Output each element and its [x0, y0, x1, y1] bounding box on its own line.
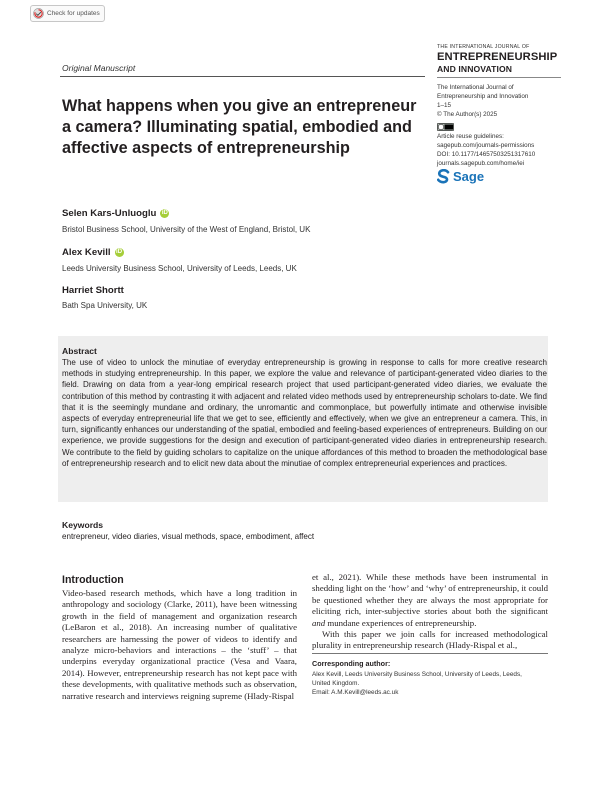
header-rule [60, 76, 425, 77]
reuse-line: Article reuse guidelines: [437, 133, 504, 140]
journal-kicker: THE INTERNATIONAL JOURNAL OF [437, 44, 530, 50]
correspondence-email[interactable]: Email: A.M.Kevill@leeds.ac.uk [312, 689, 399, 696]
reuse-info [437, 133, 535, 169]
author-name [62, 285, 124, 296]
article-title: What happens when you give an entrepreneur a camera? Illuminating spatial, embodied and affective aspects of entrepreneurship [62, 97, 417, 157]
author-name-text: Harriet Shortt [62, 285, 124, 296]
check-for-updates-label: Check for updates [47, 10, 100, 17]
abstract-heading: Abstract [62, 346, 97, 356]
author-affiliation: Leeds University Business School, University of Leeds, Leeds, UK [62, 264, 297, 273]
creative-commons-icon [437, 123, 454, 131]
intro-paragraph: With this paper we join calls for increased methodological plurality in entrepreneurship research (Hlady-Rispal et al., [312, 629, 548, 651]
keywords-text: entrepreneur, video diaries, visual methods, space, embodiment, affect [62, 532, 315, 541]
permissions-link[interactable]: sagepub.com/journals-permissions [437, 141, 535, 149]
sage-s-icon [437, 169, 450, 184]
update-check-icon [33, 8, 44, 19]
author-name-text: Alex Kevill [62, 247, 111, 258]
intro-paragraph [312, 572, 548, 629]
keywords-heading: Keywords [62, 520, 104, 530]
correspondence-line: United Kingdom. [312, 680, 360, 687]
doi-line[interactable]: DOI: 10.1177/14657503251317610 [437, 150, 536, 158]
manuscript-type: Original Manuscript [62, 63, 136, 73]
introduction-right-column [312, 572, 548, 652]
journal-name-line2: AND INNOVATION [437, 64, 513, 74]
footnote-rule [312, 653, 548, 654]
journal-home-link[interactable]: journals.sagepub.com/home/iei [437, 159, 525, 167]
journal-pages: 1–15 [437, 101, 452, 109]
corresponding-author-details [312, 670, 548, 697]
author-affiliation: Bath Spa University, UK [62, 301, 148, 310]
journal-info-line: Entrepreneurship and Innovation [437, 92, 529, 100]
intro-text: et al., 2021). While these methods have been instrumental in shedding light on the ‘how’ and ‘why’ of entrepreneurship, it could be questioned whether they are always the most appropriate for eliciting rich, inter-subjective stories about both the significant [312, 572, 548, 617]
introduction-heading: Introduction [62, 574, 124, 586]
intro-text: mundane experiences of entrepreneurship. [325, 617, 477, 628]
author-name [62, 208, 169, 219]
correspondence-line: Alex Kevill, Leeds University Business School, University of Leeds, Leeds, [312, 671, 522, 678]
journal-info-line: The International Journal of [437, 84, 514, 91]
publisher-name: Sage [453, 169, 485, 184]
introduction-left-column: Video-based research methods, which have a long tradition in anthropology and sociology (Clarke, 2011), have been witnessing growth in the field of management and organization research (LeBaron et al., 2018). An increasing number of qualitative researchers are harnessing the power of videos to identify and analyze micro-behaviors and interactions – the ‘stuff’ – that underpins everyday organizational practice (Vesa and Vaara, 2014). However, entrepreneurship research has not kept pace with these developments, with qualitative methods such as observation, narrative research and interviews reigning supreme (Hlady-Rispal [62, 588, 297, 701]
author-name [62, 247, 124, 258]
author-name-text: Selen Kars-Unluoglu [62, 208, 157, 219]
orcid-icon[interactable]: iD [116, 249, 123, 255]
copyright-line: © The Author(s) 2025 [437, 110, 498, 118]
author-affiliation: Bristol Business School, University of the West of England, Bristol, UK [62, 225, 311, 234]
intro-emphasis: and [312, 617, 326, 628]
sage-logo [437, 169, 484, 184]
journal-info [437, 84, 528, 120]
journal-name-line1: ENTREPRENEURSHIP [437, 51, 558, 63]
corresponding-author-heading: Corresponding author: [312, 659, 391, 668]
orcid-icon[interactable]: iD [161, 210, 168, 216]
abstract-text: The use of video to unlock the minutiae of everyday entrepreneurship is growing in response to calls for more creative research methods in studying entrepreneurship. In this paper, we explore the value and relevance of participant-generated video diaries to the field. Drawing on data from a year-long empirical research project that used participant-generated video diaries, we evaluate the contribution of this method by contrasting it with adjacent and related video methods used by entrepreneurship scholars to-date. We find that it is the seemingly mundane and ordinary, the unromantic and commonplace, but powerfully intimate and otherwise invisible aspects of everyday entrepreneurial life that we get to see, efficiently and effectively, when we give an entrepreneur a camera. This, in turn, significantly enhances our understanding of the spatial, embodied and feeling-based experiences of entrepreneurs. Building on our experience, we provide suggestions for the design and execution of participant-generated video diaries in entrepreneurship research. We contribute to the field by guiding scholars to capitalize on the unique affordances of this method to broaden the methodological base of entrepreneurship research and to elicit new data about the minutiae of complex entrepreneurial experiences and practices. [62, 358, 547, 468]
journal-rule [437, 77, 561, 78]
check-for-updates-badge[interactable] [30, 5, 105, 22]
